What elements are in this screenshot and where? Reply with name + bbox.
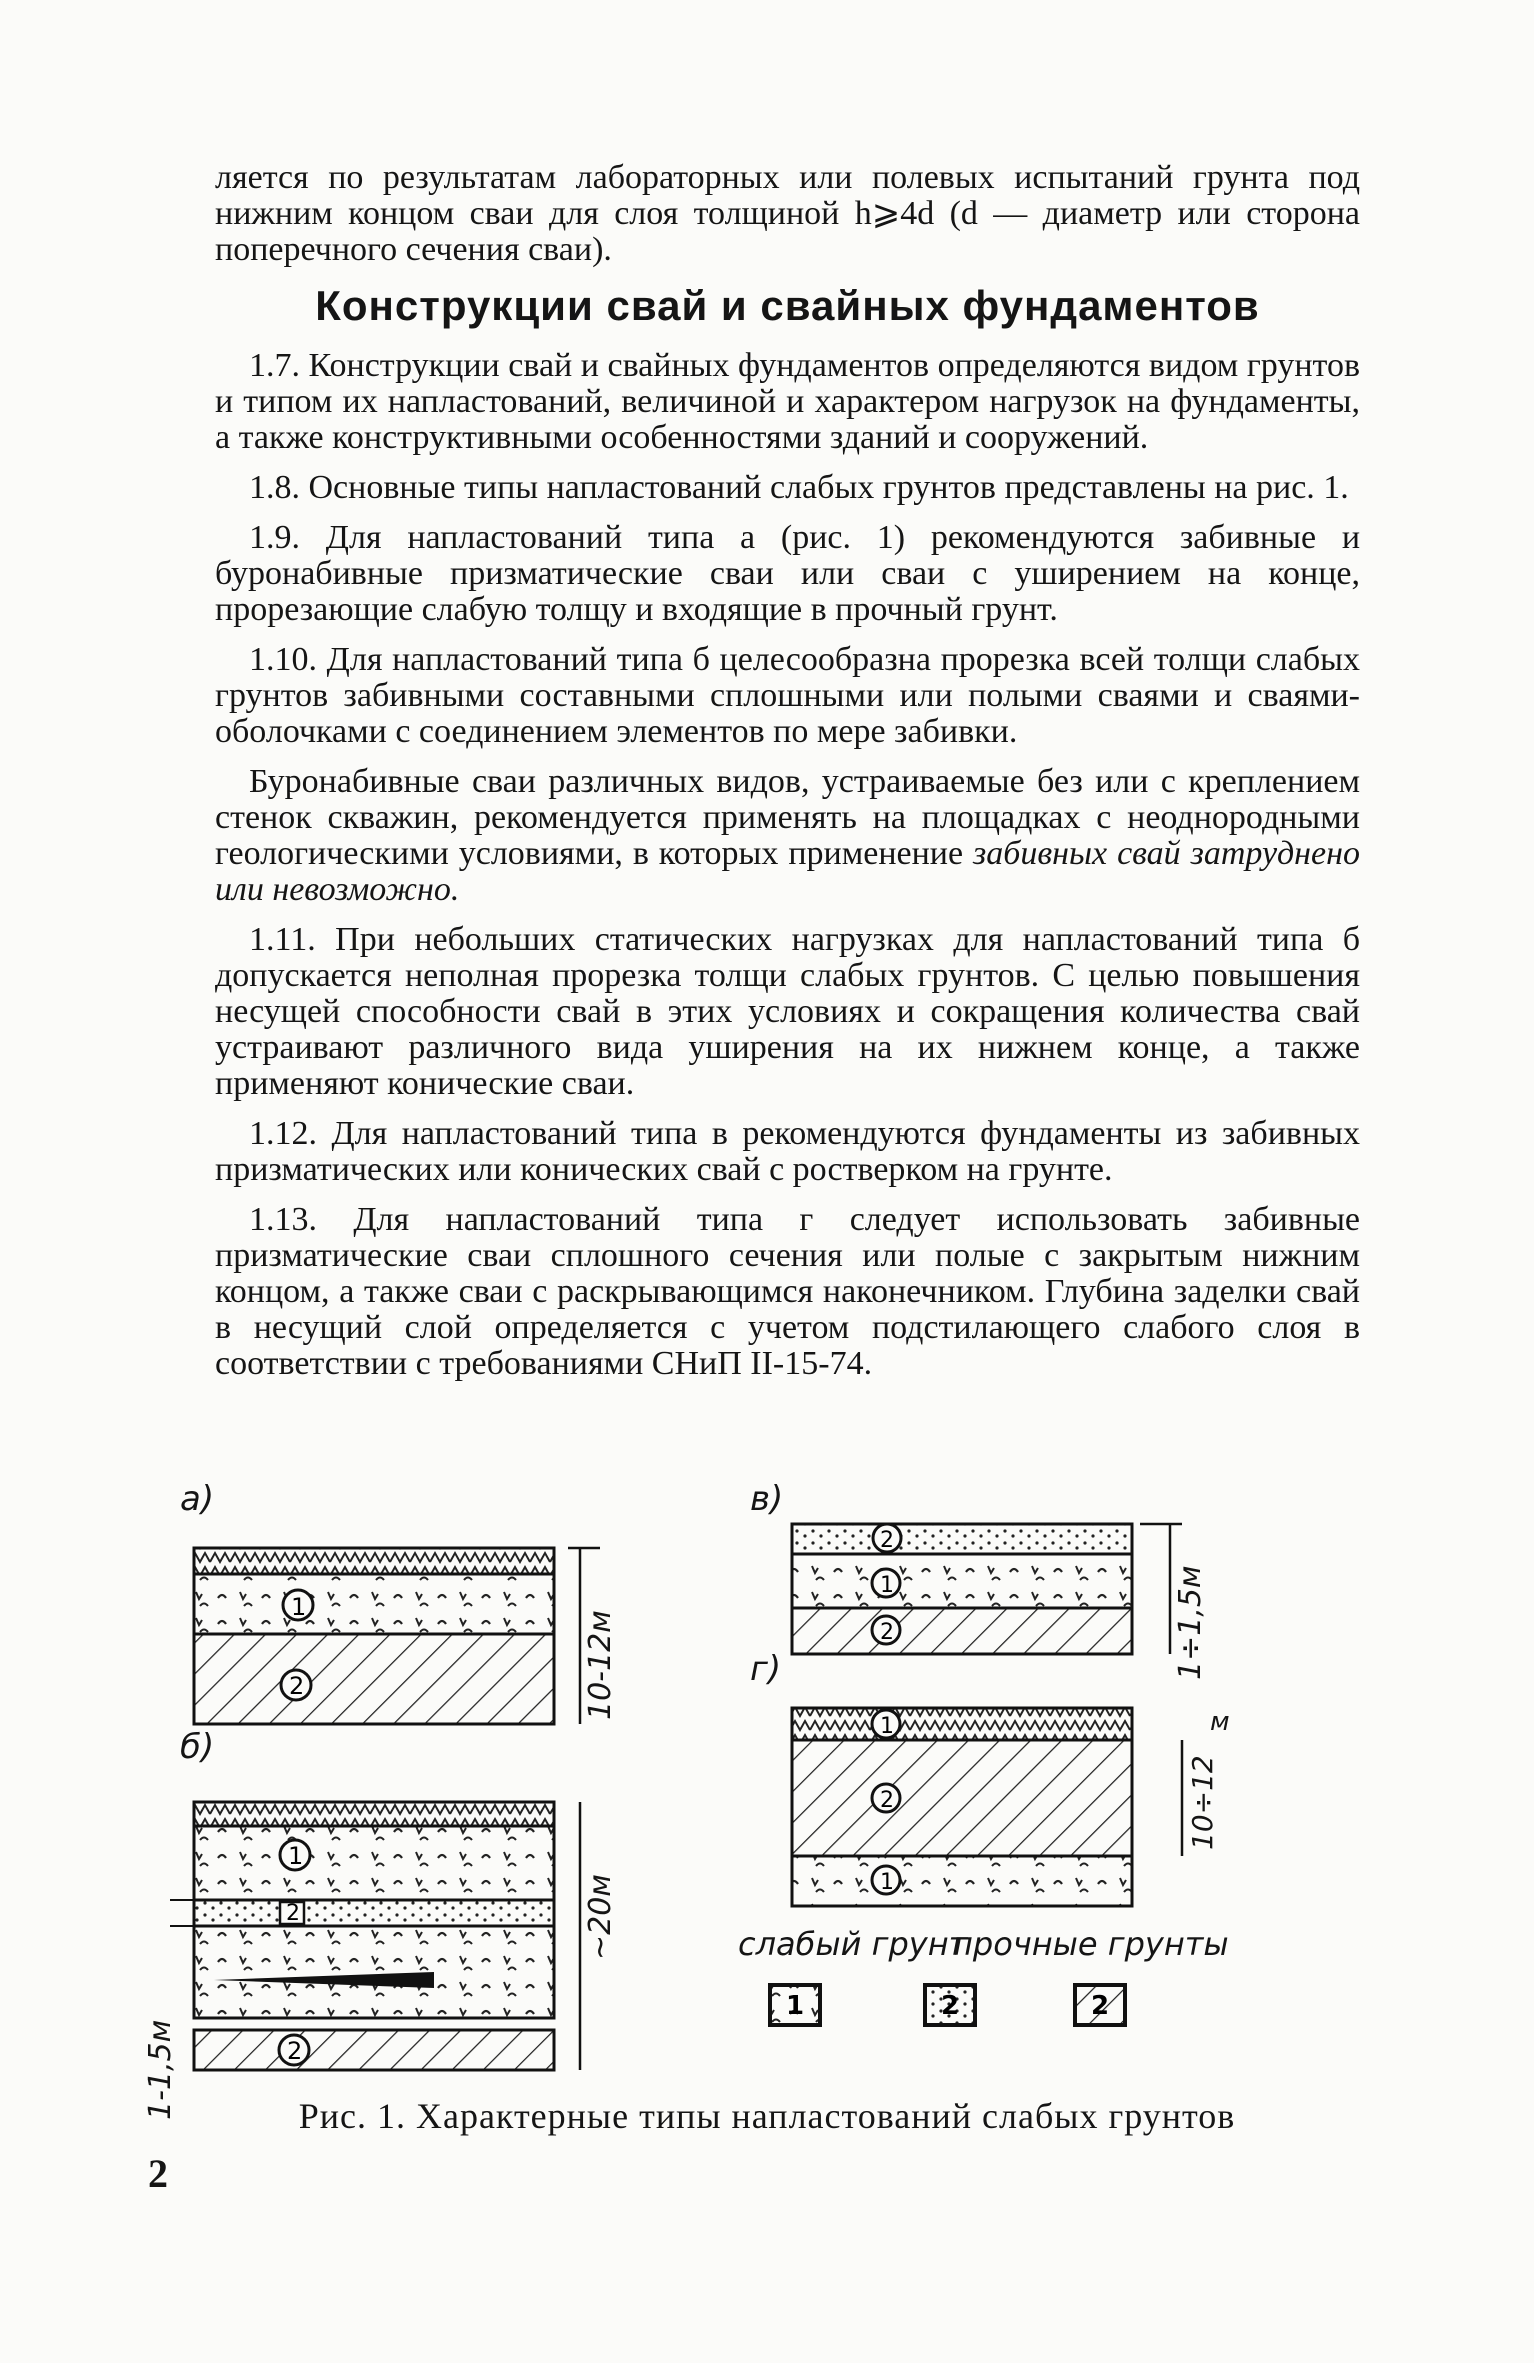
paragraph-1-12 [215,1116,1360,1188]
layer-2-number: 2 [289,1672,305,1700]
dim-b-total: ~20м [583,1874,618,1960]
item-text: Буронабивные сваи различных видов, устраиваемые без или с креплением стенок скважин, рекомендуется применять на площадках с неоднородными геологическими условиями, в которых применение [215,763,1360,872]
paragraph-1-9 [215,520,1360,628]
item-text: Основные типы напластований слабых грунтов представлены на рис. 1. [308,469,1349,506]
item-text: Для напластований типа а (рис. 1) рекомендуются забивные и буронабивные призматические сваи или сваи с уширением на конце, прорезающие слабую толщу и входящие в прочный грунт. [215,519,1361,628]
layer-2-number: 2 [880,1788,894,1813]
layer-1-number: 1 [880,1714,894,1739]
legend-2-number: 2 [941,1991,960,2021]
item-number: 1.11. [249,921,316,958]
paragraph-1-11 [215,922,1360,1102]
section-heading: Конструкции свай и свайных фундаментов [315,282,1260,329]
layer-2-number: 2 [286,1901,300,1926]
item-number: 1.8. [249,469,300,506]
item-text-italic: забивных свай затруднено или невозможно. [215,835,1360,908]
item-text: Конструкции свай и свайных фундаментов определяются видом грунтов и типом их напластований, величиной и характером нагрузок на фундаменты, а также конструктивными особенностями зданий и сооружений. [215,347,1361,456]
label-v: в) [750,1479,784,1519]
label-g: г) [750,1649,782,1689]
item-number: 1.12. [249,1115,317,1152]
item-number: 1.13. [249,1201,317,1238]
layer-2-number: 2 [880,1620,894,1645]
diagram-g [792,1708,1182,1906]
legend-strong-label: прочные грунты [952,1925,1229,1963]
layer-1-number: 1 [288,1842,304,1870]
dim-b-left: 1-1,5м [143,2019,178,2120]
item-text: При небольших статических нагрузках для напластований типа б допускается неполная прорезка толщи слабых грунтов. С целью повышения несущей способности свай в этих условиях и сокращения количества свай устраивают различного вида уширения на их нижнем конце, а также применяют конические сваи. [215,921,1361,1102]
item-number: 1.10. [249,641,317,678]
item-number: 1.9. [249,519,300,556]
diagram-v [792,1524,1182,1654]
dim-g: 10÷12 [1186,1755,1219,1850]
layer-1-number: 1 [880,1573,894,1598]
item-text: Для напластований типа в рекомендуются фундаменты из забивных призматических или конических свай с ростверком на грунте. [215,1115,1360,1188]
figure-caption: Рис. 1. Характерные типы напластований слабых грунтов [298,2096,1236,2136]
layer-2-number: 2 [287,2037,303,2065]
legend-weak-label: слабый грунт [738,1925,968,1963]
text-column [215,160,1360,1396]
diagram-b [170,1802,580,2070]
paragraph-1-10 [215,642,1360,750]
item-number: 1.7. [249,347,300,384]
layer-1-number: 1 [880,1870,894,1895]
layer-2-number: 2 [880,1528,894,1553]
paragraph-1-8 [215,470,1360,506]
dim-v: 1÷1,5м [1173,1565,1208,1680]
figure-soil-layers [143,1479,1370,2120]
legend-1-number: 1 [786,1991,805,2021]
item-text: Для напластований типа г следует использовать забивные призматические сваи сплошного сечения или полые с закрытым нижним концом, а также сваи с раскрывающимся наконечником. Глубина заделки свай в несущий слой определяется с учетом подстилающего слабого слоя в соответствии с требованиями СНиП II-15-74. [215,1201,1361,1382]
paragraph-1-13 [215,1202,1360,1382]
diagram-a [194,1548,600,1724]
paragraph-1-7 [215,348,1360,456]
dim-g-unit: м [1210,1707,1230,1737]
label-a: а) [180,1479,215,1519]
item-text: Для напластований типа б целесообразна прорезка всей толщи слабых грунтов забивными составными сплошными или полыми сваями и сваями-оболочками с соединением элементов по мере забивки. [215,641,1361,750]
page-number: 2 [148,2151,168,2196]
label-b: б) [180,1727,215,1767]
legend-2-number: 2 [1091,1991,1110,2021]
dim-a: 10-12м [583,1610,618,1720]
paragraph-bored-piles [215,764,1360,908]
paragraph-continued: ляется по результатам лабораторных или полевых испытаний грунта под нижним концом сваи для слоя толщиной h⩾4d (d — диаметр или сторона поперечного сечения сваи). [215,159,1360,268]
layer-1-number: 1 [291,1593,307,1621]
